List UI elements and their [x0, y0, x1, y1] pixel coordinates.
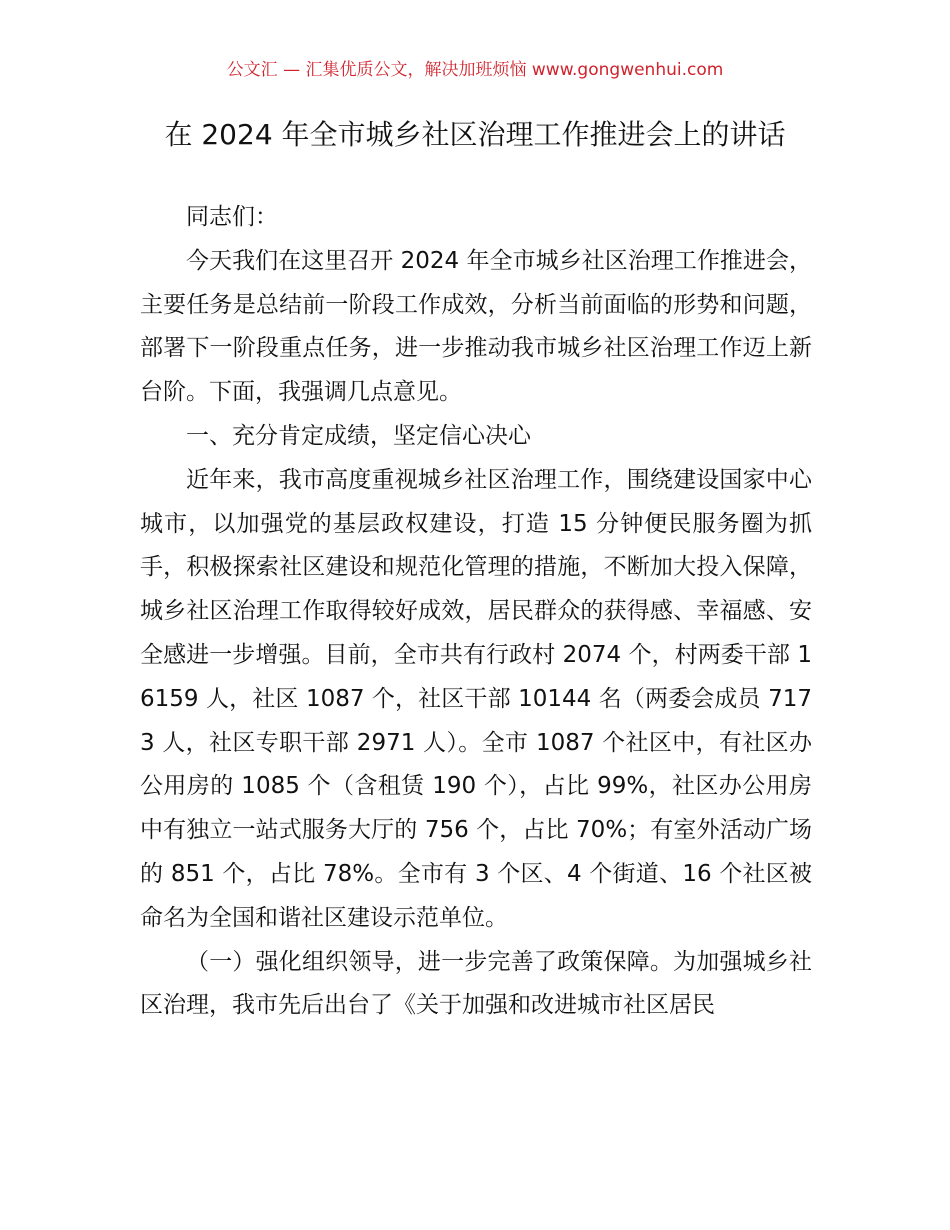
document-body	[140, 196, 812, 1028]
salutation: 同志们：	[186, 204, 278, 230]
document-title: 在 2024 年全市城乡社区治理工作推进会上的讲话	[164, 118, 786, 151]
watermark-header: 公文汇 — 汇集优质公文，解决加班烦恼 www.gongwenhui.com	[226, 60, 724, 80]
paragraph-intro: 今天我们在这里召开 2024 年全市城乡社区治理工作推进会，主要任务是总结前一阶段工作成效，分析当前面临的形势和问题，部署下一阶段重点任务，进一步推动我市城乡社区治理工作迈上新台阶。下面，我强调几点意见。	[140, 247, 812, 406]
paragraph-achievements: 近年来，我市高度重视城乡社区治理工作，围绕建设国家中心城市，以加强党的基层政权建设，打造 15 分钟便民服务圈为抓手，积极探索社区建设和规范化管理的措施，不断加大投入保障，城乡社区治理工作取得较好成效，居民群众的获得感、幸福感、安全感进一步增强。目前，全市共有行政村 2074 个，村两委干部 16159 人，社区 1087 个，社区干部 10144 名（两委会成员 7173 人，社区专职干部 2971 人）。全市 1087 个社区中，有社区办公用房的 1085 个（含租赁 190 个），占比 99%，社区办公用房中有独立一站式服务大厅的 756 个，占比 70%；有室外活动广场的 851 个，占比 78%。全市有 3 个区、4 个街道、16 个社区被命名为全国和谐社区建设示范单位。	[140, 466, 812, 931]
paragraph-subsection-1: （一）强化组织领导，进一步完善了政策保障。为加强城乡社区治理，我市先后出台了《关于加强和改进城市社区居民	[140, 948, 812, 1019]
section-heading-1: 一、充分肯定成绩，坚定信心决心	[186, 422, 531, 449]
